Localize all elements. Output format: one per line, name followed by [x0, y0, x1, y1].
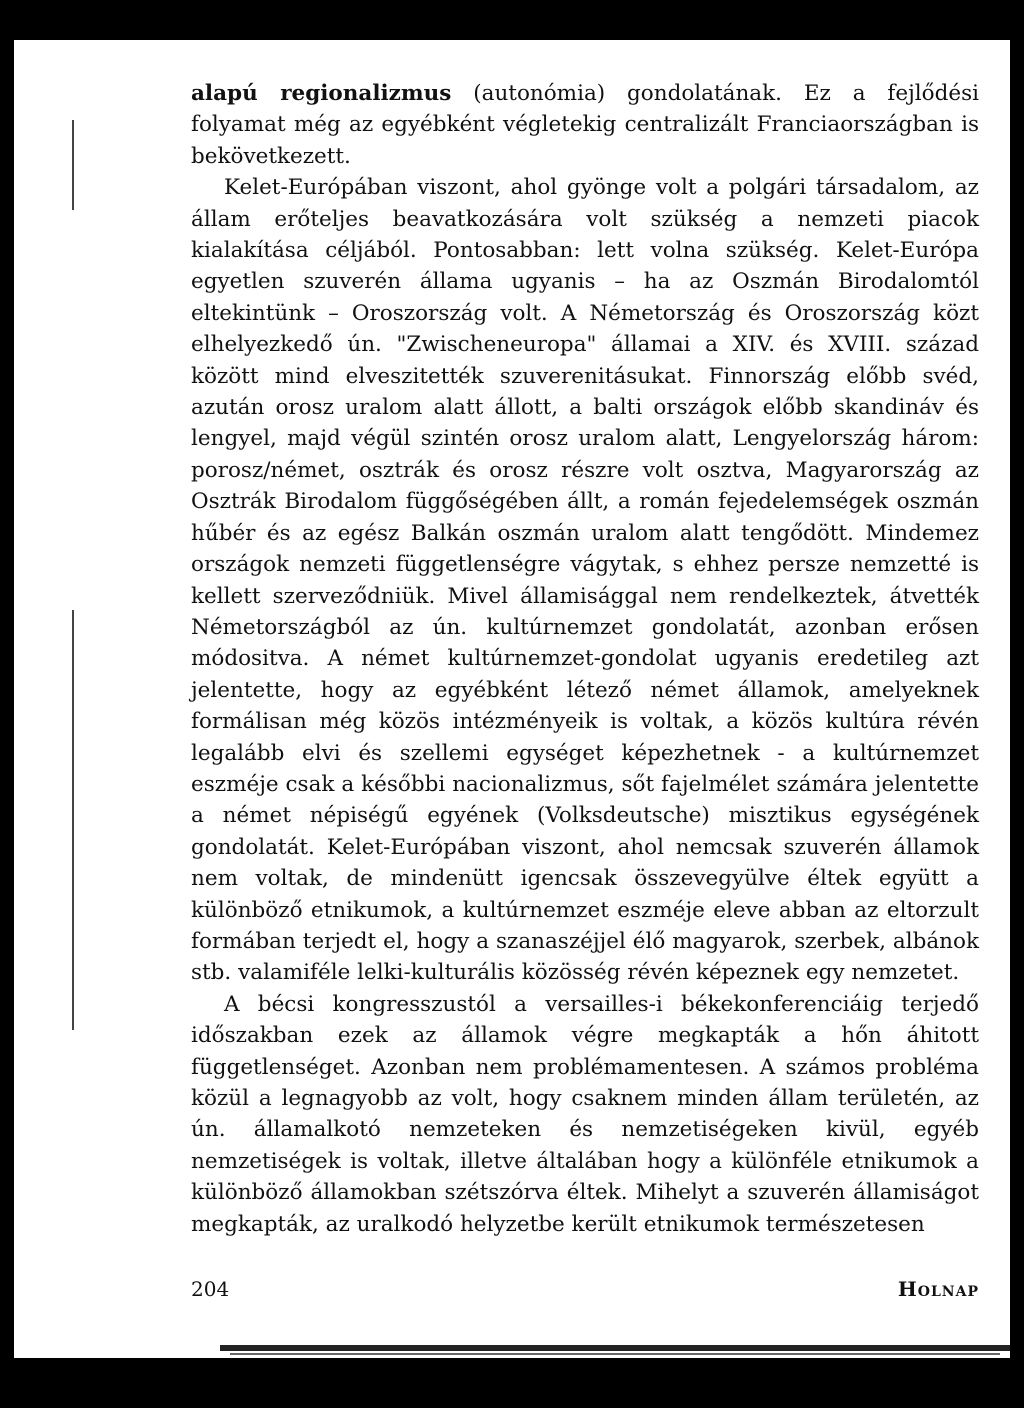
scan-artifact-tick	[72, 610, 74, 1030]
scan-edge-top	[0, 0, 1024, 40]
body-text	[191, 78, 979, 1240]
scan-edge-bottom	[0, 1358, 1024, 1408]
page-footer	[191, 1277, 979, 1307]
paragraph-lead-bold: alapú regionalizmus	[191, 81, 452, 106]
paragraph-2	[191, 172, 979, 989]
paragraph-text: Kelet-Európában viszont, ahol gyönge volt a polgári társadalom, az állam erőteljes beavatkozására volt szükség a nemzeti piacok kialakítása céljából. Pontosabban: lett volna szükség. Kelet-Európa egyetlen szuverén állama ugyanis – ha az Oszmán Birodalomtól eltekintünk – Oroszország volt. A Németország és Oroszország közt elhelyezkedő ún. "Zwischeneuropa" államai a XIV. és XVIII. század között mind elveszitették szuverenitásukat. Finnország előbb svéd, azután orosz uralom alatt állott, a balti országok előbb skandináv és lengyel, majd végül szintén orosz uralom alatt, Lengyelország három: porosz/német, osztrák és orosz részre volt osztva, Magyarország az Osztrák Birodalom függőségében állt, a román fejedelemségek oszmán hűbér és az egész Balkán oszmán uralom alatt tengődött. Mindemez országok nemzeti függetlenségre vágytak, s ehhez persze nemzetté is kellett szerveződniük. Mivel államisággal nem rendelkeztek, átvették Németországból az ún. kultúrnemzet gondolatát, azonban erősen módositva. A német kultúrnemzet-gondolat ugyanis eredetileg azt jelentette, hogy az egyébként létező német államok, amelyeknek formálisan még közös intézményeik is voltak, a közös kultúra révén legalább elvi és szellemi egységet képezhetnek - a kultúrnemzet eszméje csak a későbbi nacionalizmus, sőt fajelmélet számára jelentette a német népiségű egyének (Volksdeutsche) misztikus egységének gondolatát. Kelet-Európában viszont, ahol nemcsak szuverén államok nem voltak, de mindenütt igencsak összevegyülve éltek együtt a különböző etnikumok, a kultúrnemzet eszméje eleve abban az eltorzult formában terjedt el, hogy a szanaszéjjel élő magyarok, szerbek, albánok stb. valamiféle lelki-kulturális közösség révén képeznek egy nemzetet.	[191, 175, 979, 986]
scan-artifact-tick	[72, 120, 74, 210]
scan-edge-right	[1010, 0, 1024, 1408]
paragraph-1	[191, 78, 979, 172]
journal-name: Holnap	[897, 1277, 979, 1301]
page-number: 204	[191, 1277, 230, 1301]
paragraph-3	[191, 989, 979, 1240]
scan-artifact-bottom-rule	[230, 1353, 1000, 1355]
paragraph-text: (autonómia) gondolatának. Ez a fejlődési folyamat még az egyébként végletekig centralizált Franciaországban is bekövetkezett.	[191, 81, 979, 169]
scan-artifact-bottom-rule	[220, 1345, 1010, 1351]
paragraph-text: A bécsi kongresszustól a versailles-i békekonferenciáig terjedő időszakban ezek az államok végre megkapták a hőn áhitott függetlenséget. Azonban nem problémamentesen. A számos probléma közül a legnagyobb az volt, hogy csaknem minden állam területén, az ún. államalkotó nemzeteken és nemzetiségeken kivül, egyéb nemzetiségek is voltak, illetve általában hogy a különféle etnikumok a különböző államokban szétszórva éltek. Mihelyt a szuverén államiságot megkapták, az uralkodó helyzetbe került etnikumok természetesen	[191, 991, 979, 1237]
scan-edge-left	[0, 0, 14, 1408]
